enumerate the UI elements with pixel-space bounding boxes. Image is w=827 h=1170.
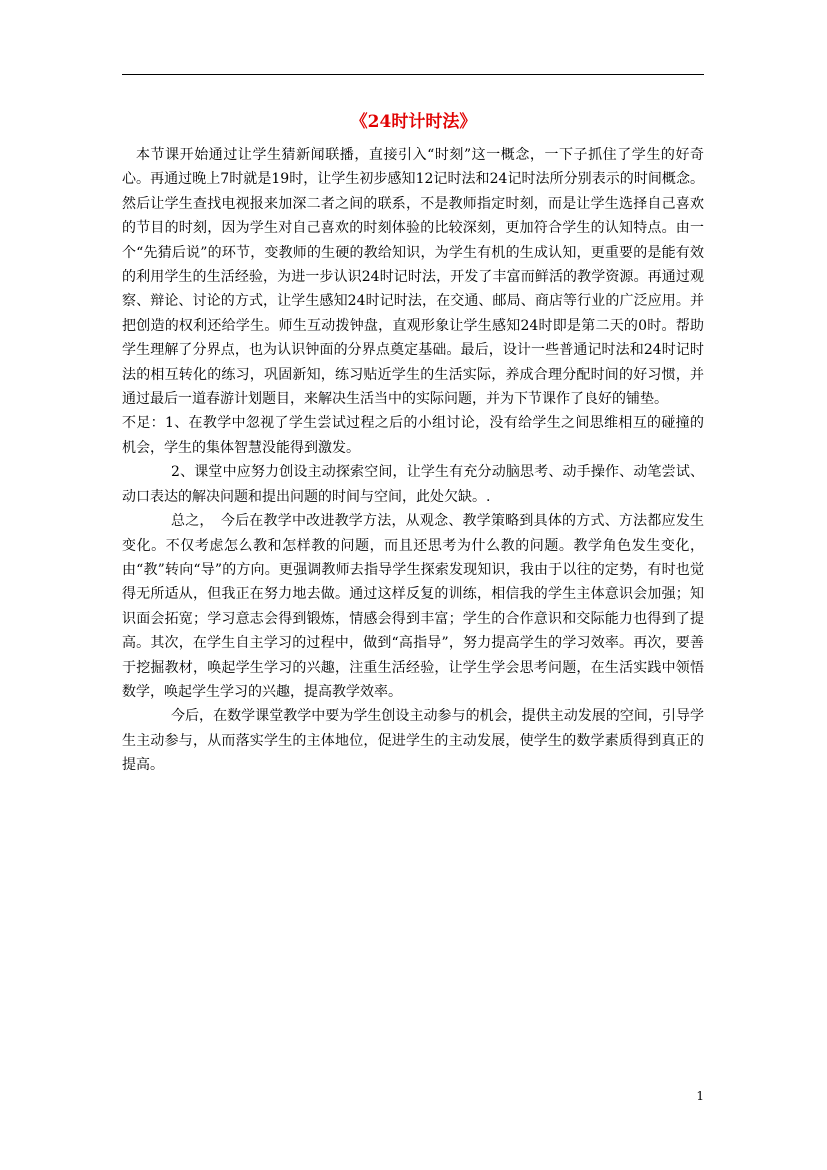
paragraph-shortcomings-2: 2、课堂中应努力创设主动探索空间，让学生有充分动脑思考、动手操作、动笔尝试、动口表达的解决问题和提出问题的时间与空间，此处欠缺。. xyxy=(122,464,704,505)
paragraph-shortcomings-1: 不足：1、在教学中忽视了学生尝试过程之后的小组讨论，没有给学生之间思维相互的碰撞的机会，学生的集体智慧没能得到激发。 xyxy=(122,415,704,456)
paragraph-summary: 本节课开始通过让学生猜新闻联播，直接引入“时刻”这一概念，一下子抓住了学生的好奇心。再通过晚上7时就是19时，让学生初步感知12记时法和24记时法所分别表示的时间概念。然后让学生查找电视报来加深二者之间的联系，不是教师指定时刻，而是让学生选择自己喜欢的节目的时刻，因为学生对自己喜欢的时刻体验的比较深刻，更加符合学生的认知特点。由一个“先猜后说”的环节，变教师的生硬的教给知识，为学生有机的生成认知，更重要的是能有效的利用学生的生活经验，为进一步认识24时记时法，开发了丰富而鲜活的教学资源。再通过观察、辩论、讨论的方式，让学生感知24时记时法，在交通、邮局、商店等行业的广泛应用。并把创造的权利还给学生。师生互动拨钟盘，直观形象让学生感知24时即是第二天的0时。帮助学生理解了分界点，也为认识钟面的分界点奠定基础。最后，设计一些普通记时法和24时记时法的相互转化的练习，巩固新知，练习贴近学生的生活实际，养成合理分配时间的好习惯，并通过最后一道春游计划题目，来解决生活当中的实际问题，并为下节课作了良好的铺垫。 xyxy=(122,147,704,408)
document-title: 《24时计时法》 xyxy=(350,112,477,132)
page-number: 1 xyxy=(696,1089,704,1103)
paragraph-future: 今后，在数学课堂教学中要为学生创设主动参与的机会，提供主动发展的空间，引导学生主动参与，从而落实学生的主体地位，促进学生的主动发展，使学生的数学素质得到真正的提高。 xyxy=(122,708,704,774)
document-body xyxy=(122,143,704,778)
header-rule xyxy=(122,74,704,75)
paragraph-conclusion: 总之， 今后在教学中改进教学方法，从观念、教学策略到具体的方式、方法都应发生变化。不仅考虑怎么教和怎样教的问题，而且还思考为什么教的问题。教学角色发生变化，由“教”转向“导”的方向。更强调教师去指导学生探索发现知识，我由于以往的定势，有时也觉得无所适从，但我正在努力地去做。通过这样反复的训练，相信我的学生主体意识会加强；知识面会拓宽；学习意志会得到锻炼，情感会得到丰富；学生的合作意识和交际能力也得到了提高。其次，在学生自主学习的过程中，做到“高指导”，努力提高学生的学习效率。再次，要善于挖掘教材，唤起学生学习的兴趣，注重生活经验，让学生学会思考问题，在生活实践中领悟数学，唤起学生学习的兴趣，提高教学效率。 xyxy=(122,513,704,700)
